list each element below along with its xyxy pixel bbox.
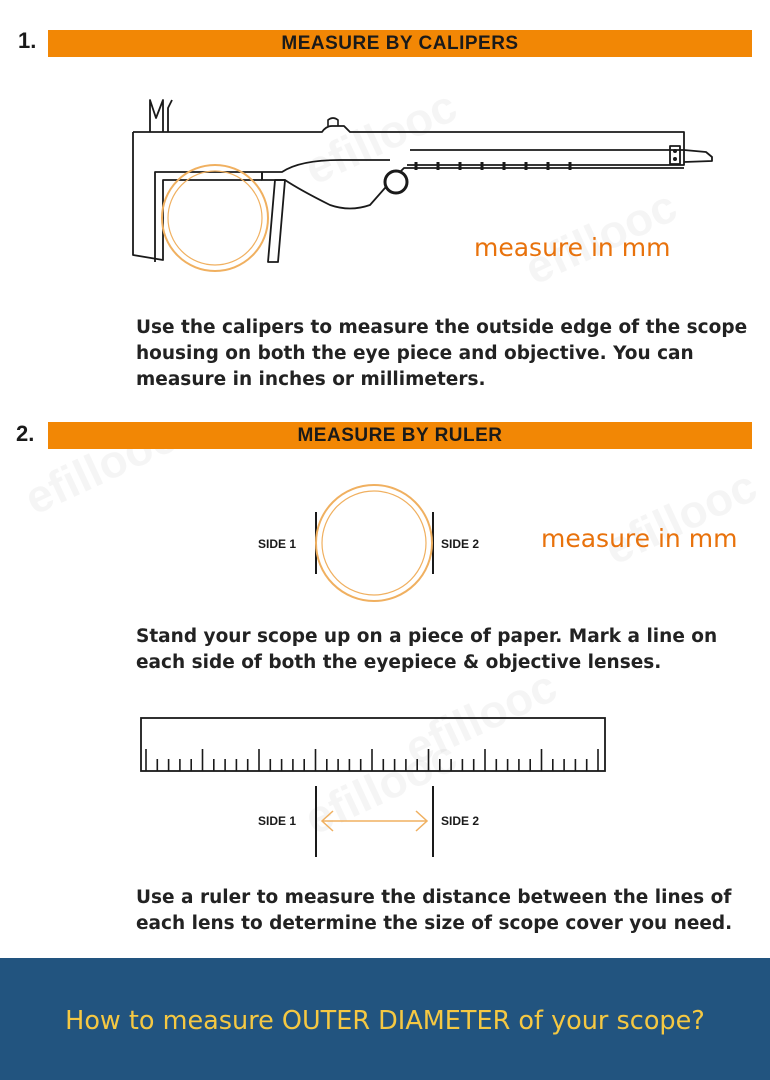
measure-in-mm-note: measure in mm bbox=[474, 233, 671, 262]
side-2-label: SIDE 2 bbox=[441, 537, 480, 551]
ruler-side-2-label: SIDE 2 bbox=[441, 814, 480, 828]
step-number-1: 1. bbox=[18, 28, 37, 53]
footer-banner bbox=[0, 958, 770, 1080]
side-1-label: SIDE 1 bbox=[258, 537, 297, 551]
section-banner-calipers: MEASURE BY CALIPERS bbox=[48, 30, 752, 57]
step-number-2: 2. bbox=[16, 421, 35, 446]
footer-title: How to measure OUTER DIAMETER of your scope? bbox=[65, 1006, 705, 1036]
calipers-instruction: Use the calipers to measure the outside edge of the scope housing on both the eye piece and objective. You can measure in inches or millimeters. bbox=[136, 317, 748, 390]
measure-in-mm-note: measure in mm bbox=[541, 524, 738, 553]
ruler-side-1-label: SIDE 1 bbox=[258, 814, 297, 828]
paper-instruction: Stand your scope up on a piece of paper. Mark a line on each side of both the eyepiece & objective lenses. bbox=[136, 626, 718, 673]
ruler-instruction: Use a ruler to measure the distance between the lines of each lens to determine the size of scope cover you need. bbox=[136, 887, 733, 934]
section-banner-ruler: MEASURE BY RULER bbox=[48, 422, 752, 449]
